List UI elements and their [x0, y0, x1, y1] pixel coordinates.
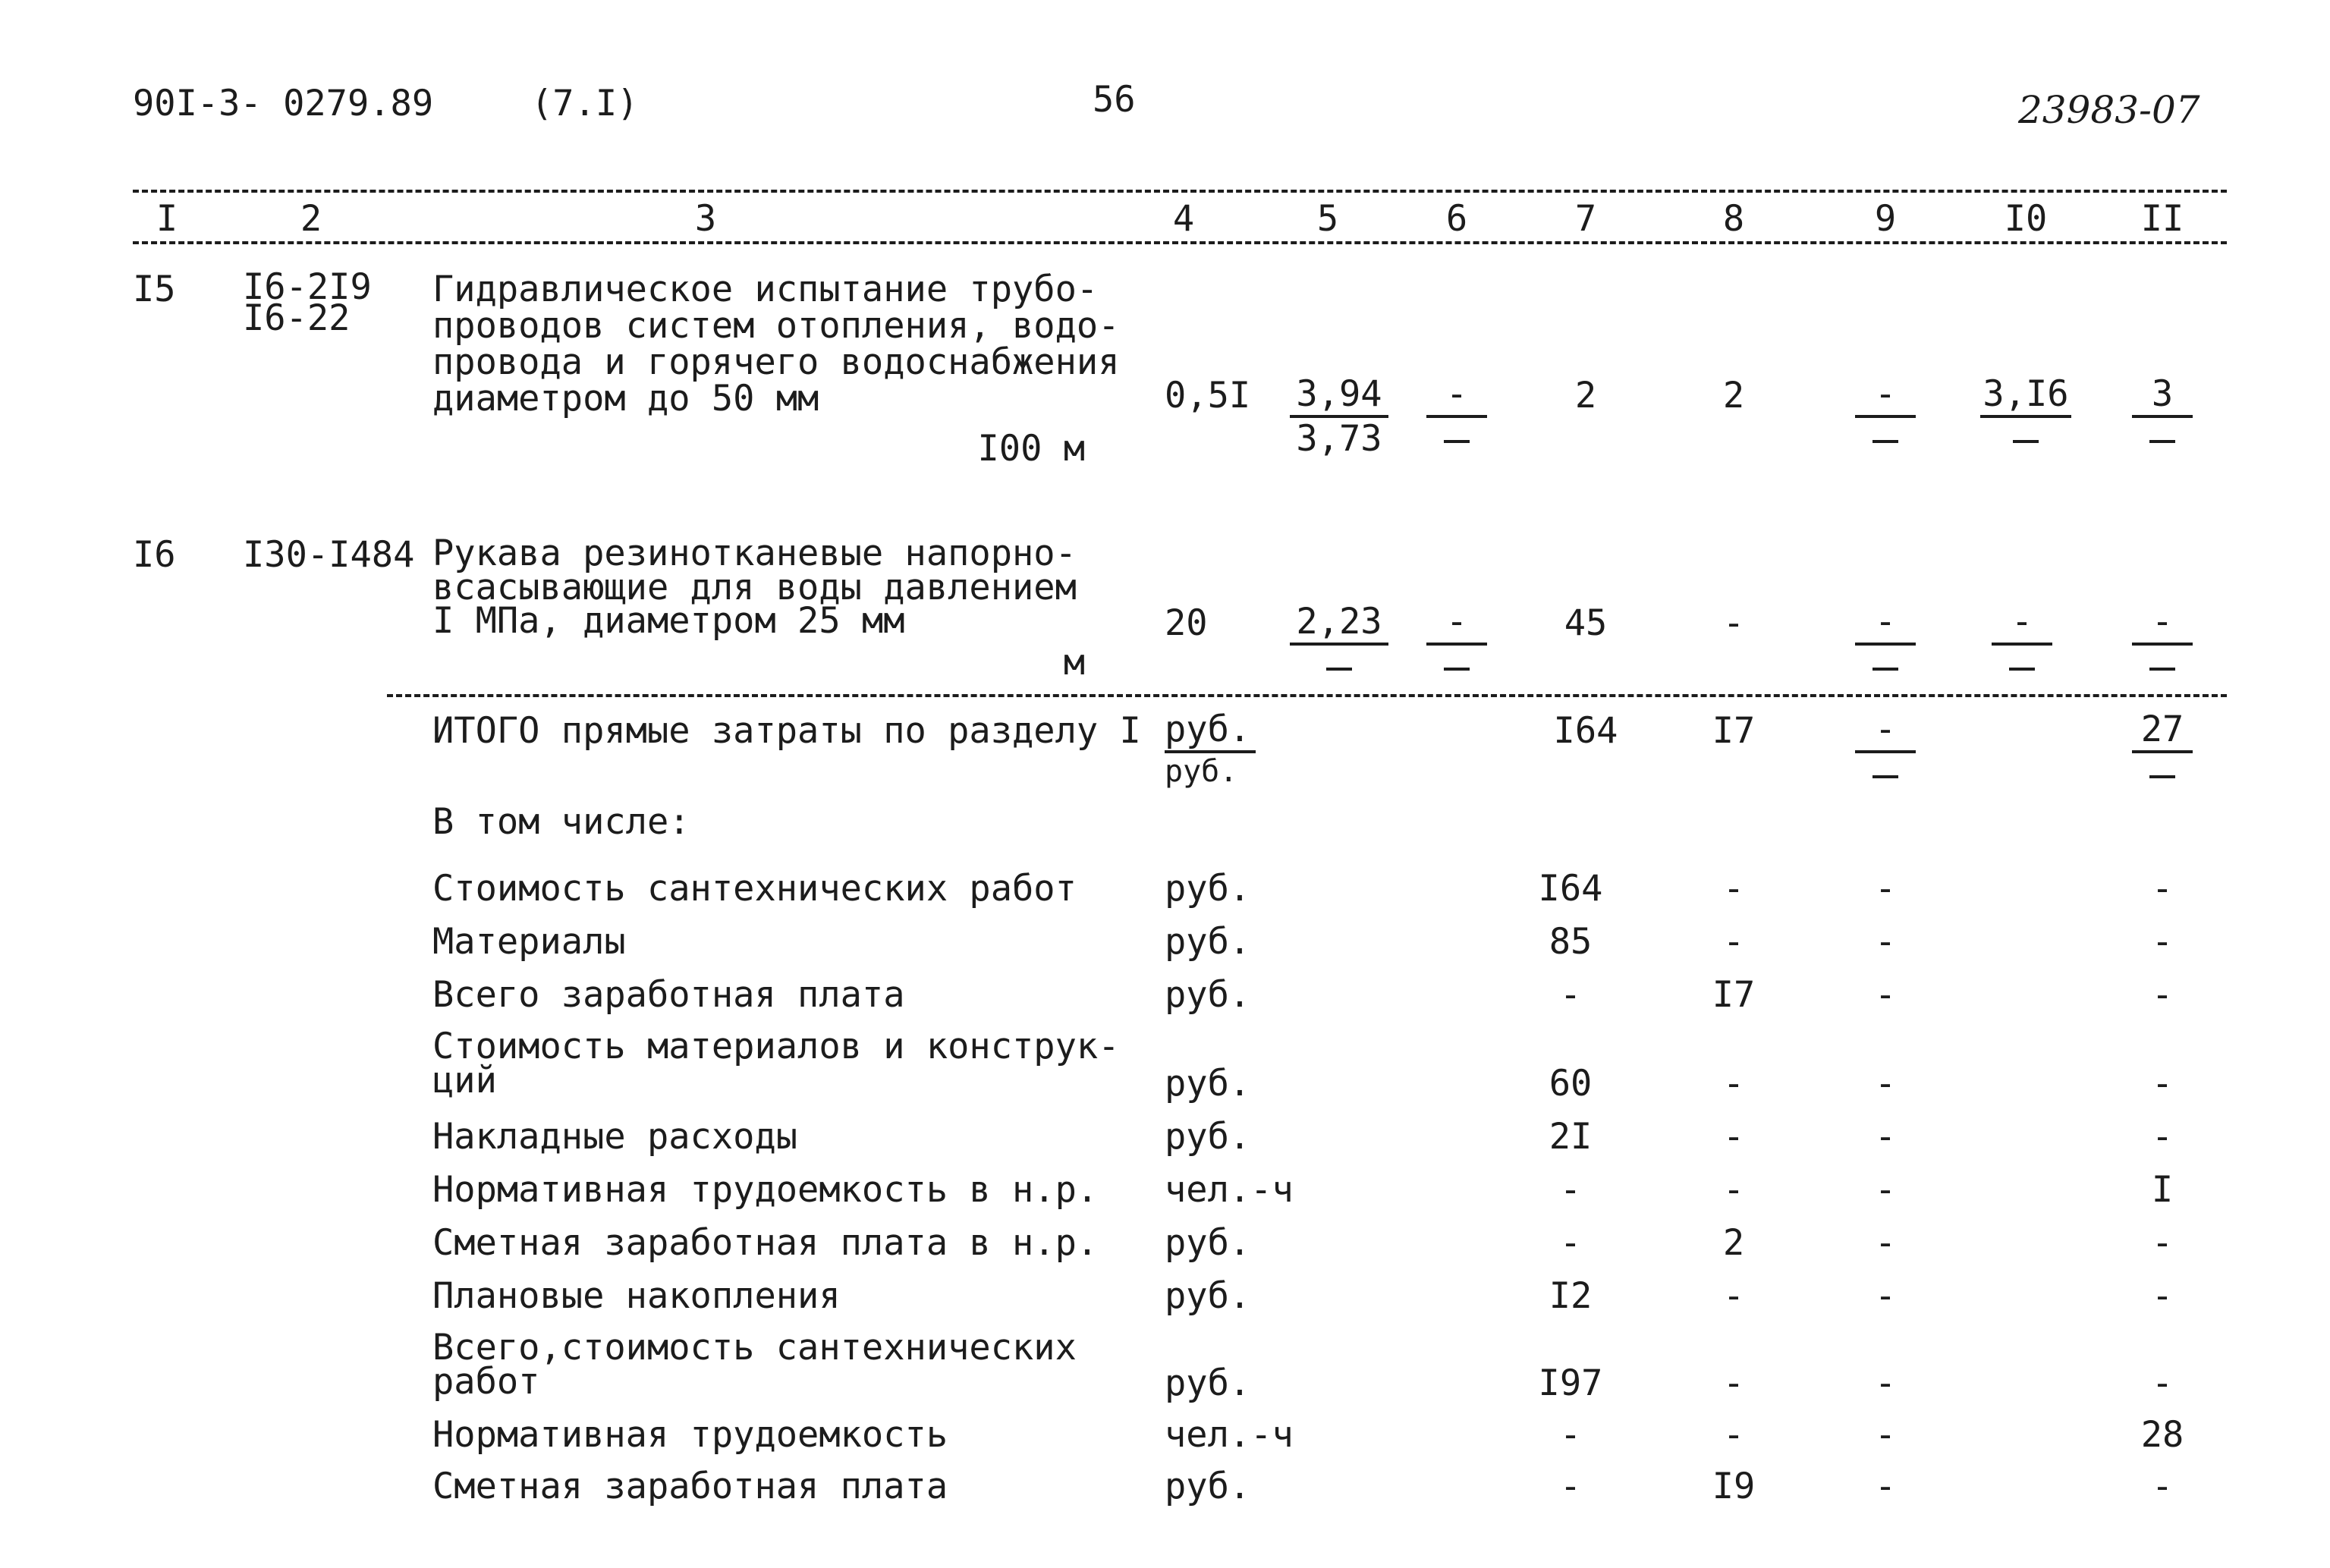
- col-header-1: I: [156, 198, 178, 240]
- cell-c11-numerator: -: [2132, 604, 2193, 646]
- item-c11: -: [2151, 921, 2174, 963]
- item-c8: 2: [1722, 1222, 1745, 1264]
- inventory-stamp: 23983-07: [2018, 88, 2200, 132]
- item-c8: I7: [1712, 974, 1756, 1016]
- dash-mark: [2149, 668, 2175, 671]
- item-c11: -: [2151, 1116, 2174, 1158]
- row-number: I6: [133, 534, 176, 576]
- item-label: Всего заработная плата: [432, 974, 905, 1016]
- item-c9: -: [1874, 1275, 1897, 1317]
- item-unit: руб.: [1165, 921, 1251, 963]
- item-unit: руб.: [1165, 868, 1251, 910]
- dash-mark: [1872, 440, 1898, 443]
- item-unit: чел.-ч: [1165, 1414, 1294, 1456]
- item-c11: -: [2151, 1063, 2174, 1105]
- item-c8: -: [1722, 1414, 1745, 1456]
- item-c11: I: [2151, 1169, 2174, 1211]
- item-c7: -: [1559, 1466, 1582, 1507]
- total-unit-denominator: руб.: [1165, 754, 1238, 789]
- item-c9: -: [1874, 1169, 1897, 1211]
- item-c7: 60: [1549, 1063, 1593, 1105]
- row-codes: I30-I484: [243, 534, 415, 576]
- item-label: Плановые накопления: [432, 1275, 841, 1317]
- item-unit: руб.: [1165, 1063, 1251, 1105]
- cell-c11-denominator: [2132, 646, 2193, 684]
- col-header-8: 8: [1722, 198, 1745, 240]
- cell-c5-denominator: [1290, 646, 1388, 684]
- item-c9: -: [1874, 1466, 1897, 1507]
- col-header-6: 6: [1445, 198, 1468, 240]
- document-code: 90I-3- 0279.89: [133, 83, 434, 124]
- total-c11-fraction: [2132, 709, 2193, 792]
- item-label: Всего,стоимость сантехнических работ: [432, 1327, 1077, 1403]
- row-number: I5: [133, 269, 176, 310]
- header-rule-bottom: [133, 241, 2227, 244]
- item-c9: -: [1874, 1222, 1897, 1264]
- cell-c9-numerator: -: [1855, 376, 1916, 418]
- total-c7: I64: [1553, 710, 1618, 752]
- item-c11: -: [2151, 1222, 2174, 1264]
- item-c8: -: [1722, 1275, 1745, 1317]
- dash-mark: [2149, 440, 2175, 443]
- total-c11-denominator: [2132, 753, 2193, 792]
- total-c9-fraction: [1855, 709, 1916, 792]
- row-codes: I6-2I9 I6-22: [243, 266, 372, 340]
- cell-c11-denominator: [2132, 418, 2193, 457]
- item-unit: руб.: [1165, 1466, 1251, 1507]
- cell-c9-numerator: -: [1855, 604, 1916, 646]
- row-description: Рукава резинотканевые напорно- всасывающие для воды давлением I МПа, диаметром 25 мм: [432, 533, 1077, 643]
- item-unit: руб.: [1165, 1116, 1251, 1158]
- cell-c4: 0,5I: [1165, 375, 1251, 416]
- cell-c6-numerator: -: [1426, 376, 1487, 418]
- col-header-3: 3: [694, 198, 717, 240]
- item-c11: -: [2151, 1362, 2174, 1404]
- page-number: 56: [1093, 79, 1136, 121]
- cell-c11-fraction: [2132, 373, 2193, 457]
- item-c7: I97: [1538, 1362, 1603, 1404]
- dash-mark: [2149, 775, 2175, 778]
- cell-c7: 45: [1564, 602, 1608, 644]
- cell-c6-fraction: [1426, 601, 1487, 684]
- item-c9: -: [1874, 1362, 1897, 1404]
- cell-c10-denominator: [1992, 646, 2052, 684]
- cell-c9-fraction: [1855, 373, 1916, 457]
- item-c9: -: [1874, 1414, 1897, 1456]
- cell-c5-denominator: 3,73: [1296, 418, 1382, 460]
- dash-mark: [1872, 668, 1898, 671]
- cell-c10-fraction: [1980, 373, 2071, 457]
- cell-c6-denominator: [1426, 646, 1487, 684]
- item-c8: -: [1722, 1362, 1745, 1404]
- item-c9: -: [1874, 1063, 1897, 1105]
- col-header-11: II: [2140, 198, 2184, 240]
- item-unit: руб.: [1165, 974, 1251, 1016]
- row-unit: I00 м: [977, 428, 1085, 470]
- cell-c5-fraction: [1290, 373, 1388, 460]
- item-c11: -: [2151, 1275, 2174, 1317]
- cell-c7: 2: [1574, 375, 1597, 416]
- total-c8: I7: [1712, 710, 1756, 752]
- cell-c8: -: [1722, 602, 1745, 644]
- cell-c5-numerator: 2,23: [1290, 604, 1388, 646]
- row-description: Гидравлическое испытание трубо- проводов систем отопления, водо- провода и горячего водоснабжения диаметром до 50 мм: [432, 269, 1120, 419]
- item-label: Нормативная трудоемкость в н.р.: [432, 1169, 1099, 1211]
- total-unit-numerator: руб.: [1165, 712, 1256, 753]
- item-c7: -: [1559, 1414, 1582, 1456]
- cell-c8: 2: [1722, 375, 1745, 416]
- item-label: Стоимость сантехнических работ: [432, 868, 1077, 910]
- item-c8: -: [1722, 868, 1745, 910]
- including-label: В том числе:: [432, 801, 690, 843]
- total-unit-fraction: [1165, 709, 1256, 789]
- col-header-7: 7: [1574, 198, 1597, 240]
- cell-c9-fraction: [1855, 601, 1916, 684]
- col-header-2: 2: [300, 198, 322, 240]
- cell-c5-fraction: [1290, 601, 1388, 684]
- item-c8: -: [1722, 1063, 1745, 1105]
- dash-mark: [2013, 440, 2039, 443]
- item-unit: руб.: [1165, 1222, 1251, 1264]
- col-header-10: I0: [2004, 198, 2048, 240]
- item-c11: -: [2151, 974, 2174, 1016]
- dash-mark: [1444, 440, 1470, 443]
- item-c7: -: [1559, 1222, 1582, 1264]
- cell-c10-numerator: -: [1992, 604, 2052, 646]
- col-header-5: 5: [1316, 198, 1339, 240]
- cell-c10-numerator: 3,I6: [1980, 376, 2071, 418]
- item-label: Сметная заработная плата в н.р.: [432, 1222, 1099, 1264]
- item-label: Накладные расходы: [432, 1116, 798, 1158]
- dash-mark: [1326, 668, 1352, 671]
- item-unit: руб.: [1165, 1362, 1251, 1404]
- item-unit: руб.: [1165, 1275, 1251, 1317]
- item-label: Нормативная трудоемкость: [432, 1414, 948, 1456]
- item-c9: -: [1874, 921, 1897, 963]
- header-rule-top: [133, 190, 2227, 193]
- total-c9-numerator: -: [1855, 712, 1916, 753]
- total-c9-denominator: [1855, 753, 1916, 792]
- cell-c6-fraction: [1426, 373, 1487, 457]
- cell-c9-denominator: [1855, 646, 1916, 684]
- item-label: Материалы: [432, 921, 626, 963]
- item-c7: -: [1559, 1169, 1582, 1211]
- cell-c5-numerator: 3,94: [1290, 376, 1388, 418]
- cell-c11-fraction: [2132, 601, 2193, 684]
- total-rule: [387, 694, 2227, 697]
- item-c9: -: [1874, 868, 1897, 910]
- section-number: (7.I): [531, 83, 639, 124]
- dash-mark: [1872, 775, 1898, 778]
- cell-c10-fraction: [1992, 601, 2052, 684]
- col-header-4: 4: [1172, 198, 1195, 240]
- item-c7: -: [1559, 974, 1582, 1016]
- cell-c9-denominator: [1855, 418, 1916, 457]
- total-c11-numerator: 27: [2132, 712, 2193, 753]
- item-c7: 2I: [1549, 1116, 1593, 1158]
- cell-c10-denominator: [1980, 418, 2071, 457]
- item-c11: -: [2151, 1466, 2174, 1507]
- cell-c6-numerator: -: [1426, 604, 1487, 646]
- item-c7: 85: [1549, 921, 1593, 963]
- dash-mark: [1444, 668, 1470, 671]
- total-label: ИТОГО прямые затраты по разделу I: [432, 710, 1141, 752]
- item-c8: -: [1722, 1116, 1745, 1158]
- item-c8: -: [1722, 921, 1745, 963]
- item-c8: I9: [1712, 1466, 1756, 1507]
- cell-c4: 20: [1165, 602, 1208, 644]
- cell-c6-denominator: [1426, 418, 1487, 457]
- item-unit: чел.-ч: [1165, 1169, 1294, 1211]
- item-c11: -: [2151, 868, 2174, 910]
- col-header-9: 9: [1874, 198, 1897, 240]
- item-label: Стоимость материалов и конструк- ций: [432, 1026, 1120, 1101]
- item-c7: I2: [1549, 1275, 1593, 1317]
- row-unit: м: [1063, 642, 1085, 683]
- item-label: Сметная заработная плата: [432, 1466, 948, 1507]
- item-c9: -: [1874, 1116, 1897, 1158]
- cell-c11-numerator: 3: [2132, 376, 2193, 418]
- dash-mark: [2009, 668, 2035, 671]
- item-c8: -: [1722, 1169, 1745, 1211]
- item-c7: I64: [1538, 868, 1603, 910]
- item-c11: 28: [2140, 1414, 2184, 1456]
- item-c9: -: [1874, 974, 1897, 1016]
